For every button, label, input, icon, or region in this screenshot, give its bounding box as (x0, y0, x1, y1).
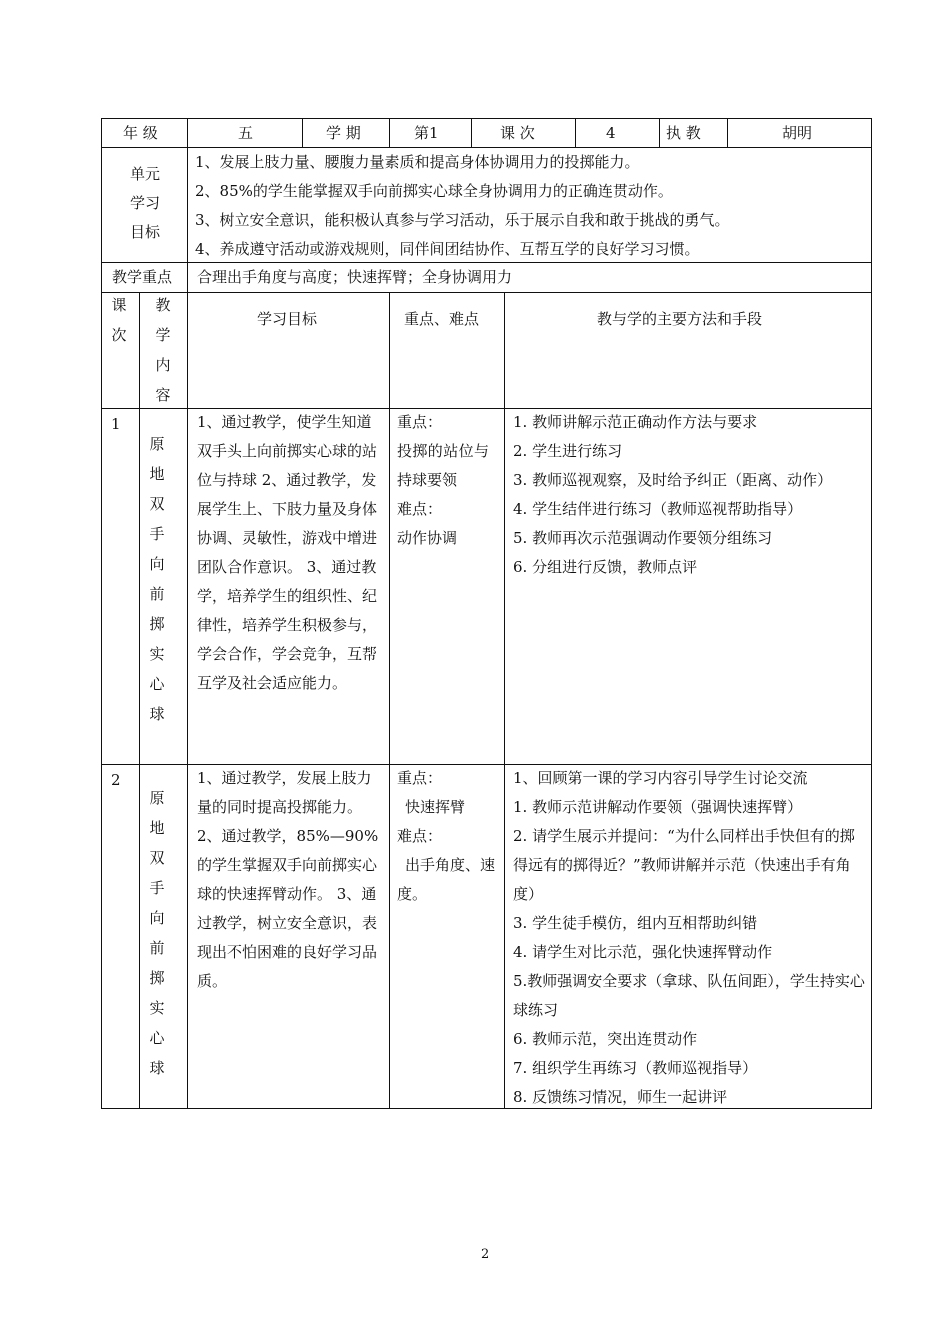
table-rule (187, 292, 188, 1109)
term-label: 学 期 (326, 124, 361, 142)
method-item: 3. 教师巡视观察，及时给予纠正（距离、动作） (513, 471, 833, 489)
table-rule (101, 292, 872, 293)
table-border-top (101, 118, 872, 119)
table-rule (302, 118, 303, 147)
lesson-key: 快速挥臂 (405, 798, 466, 816)
lesson-number: 1 (111, 415, 121, 433)
lesson-difficulty: 动作协调 (397, 529, 458, 547)
lesson-key-label: 重点： (397, 413, 443, 431)
method-item: 4. 学生结伴进行练习（教师巡视帮助指导） (513, 500, 803, 518)
lesson-label: 课 次 (500, 124, 535, 142)
unit-goals-list (195, 148, 730, 264)
column-header-key: 重点、难点 (404, 310, 480, 328)
lesson-key-label: 重点： (397, 769, 443, 787)
method-item: 3. 学生徒手模仿，组内互相帮助纠错 (513, 914, 758, 932)
method-item: 8. 反馈练习情况，师生一起讲评 (513, 1088, 728, 1106)
method-item: 1. 教师讲解示范正确动作方法与要求 (513, 413, 758, 431)
lesson-difficulty-label: 难点： (397, 827, 443, 845)
lesson-value: 4 (606, 124, 616, 142)
lesson-key: 投掷的站位与持球要领 (397, 442, 489, 489)
table-rule (575, 118, 576, 147)
method-item: 1. 教师示范讲解动作要领（强调快速挥臂） (513, 798, 803, 816)
table-rule (187, 147, 188, 292)
table-rule (187, 118, 188, 147)
lesson-difficulty: 出手角度、速度。 (397, 856, 496, 903)
teaching-focus-label: 教学重点 (112, 268, 173, 286)
unit-goal-item: 2、85%的学生能掌握双手向前掷实心球全身协调用力的正确连贯动作。 (195, 182, 673, 200)
lesson-content: 原地双手向前掷实心球 (149, 435, 165, 723)
table-border-left (101, 118, 102, 1109)
method-item: 2. 学生进行练习 (513, 442, 623, 460)
method-item: 6. 分组进行反馈，教师点评 (513, 558, 698, 576)
column-header-methods: 教与学的主要方法和手段 (597, 310, 763, 328)
teacher-value: 胡明 (782, 124, 813, 142)
table-rule (139, 292, 140, 1109)
method-item: 6. 教师示范，突出连贯动作 (513, 1030, 698, 1048)
unit-goal-item: 1、发展上肢力量、腰腹力量素质和提高身体协调用力的投掷能力。 (195, 153, 640, 171)
table-rule (389, 292, 390, 1109)
lesson-content: 原地双手向前掷实心球 (149, 789, 165, 1077)
method-item: 1、回顾第一课的学习内容引导学生讨论交流 (513, 769, 808, 787)
lesson-methods (513, 408, 832, 582)
teaching-focus-value: 合理出手角度与高度；快速挥臂；全身协调用力 (197, 268, 513, 286)
table-rule (504, 292, 505, 1109)
lesson-number: 2 (111, 771, 121, 789)
column-header-goals: 学习目标 (257, 310, 318, 328)
method-item: 4. 请学生对比示范，强化快速挥臂动作 (513, 943, 773, 961)
table-rule (389, 118, 390, 147)
unit-goals-label: 单元学习目标 (129, 165, 160, 241)
table-rule (471, 118, 472, 147)
method-item: 5. 教师再次示范强调动作要领分组练习 (513, 529, 773, 547)
lesson-difficulty-label: 难点： (397, 500, 443, 518)
column-header-content: 教学内容 (155, 296, 171, 404)
method-item: 2. 请学生展示并提问：“为什么同样出手快但有的掷得远有的掷得近？”教师讲解并示范（快速出手有角度） (513, 827, 855, 903)
table-rule (659, 118, 660, 147)
method-item: 7. 组织学生再练习（教师巡视指导） (513, 1059, 758, 1077)
unit-goal-item: 4、养成遵守活动或游戏规则，同伴间团结协作、互帮互学的良好学习习惯。 (195, 240, 700, 258)
page-number: 2 (481, 1247, 490, 1262)
lesson-goals: 1、通过教学，发展上肢力量的同时提高投掷能力。 2、通过教学，85%—90%的学生掌握双手向前掷实心球的快速挥臂动作。 3、通过教学，树立安全意识，表现出不怕困难的良好学习品质。 (197, 769, 379, 990)
method-item: 5.教师强调安全要求（拿球、队伍间距），学生持实心球练习 (513, 972, 865, 1019)
teacher-label: 执 教 (666, 124, 701, 142)
table-rule (727, 118, 728, 147)
table-border-right (871, 118, 872, 1109)
term-value: 第1 (414, 124, 439, 142)
lesson-methods (513, 764, 865, 1112)
grade-value: 五 (238, 124, 254, 142)
unit-goal-item: 3、树立安全意识，能积极认真参与学习活动，乐于展示自我和敢于挑战的勇气。 (195, 211, 730, 229)
column-header-lesson: 课次 (111, 296, 127, 344)
lesson-goals: 1、通过教学，使学生知道双手头上向前掷实心球的站位与持球 2、通过教学，发展学生上、下肢力量及身体协调、灵敏性，游戏中增进团队合作意识。 3、通过教学，培养学生的组织性、纪律性，培养学生积极参与，学会合作，学会竞争，互帮互学及社会适应能力。 (197, 413, 378, 692)
grade-label: 年 级 (123, 124, 158, 142)
